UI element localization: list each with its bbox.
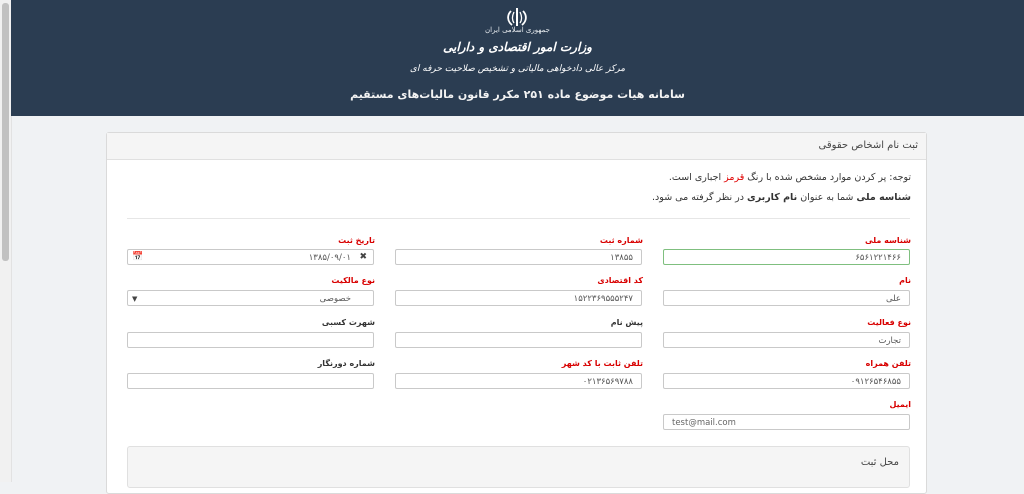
mobile-input[interactable]: ۰۹۱۲۶۵۴۶۸۵۵ — [663, 373, 910, 389]
site-header — [11, 0, 1024, 116]
activity-label: نوع فعالیت — [867, 318, 911, 327]
ownership-label: نوع مالکیت — [331, 276, 375, 285]
email-label: ایمیل — [889, 400, 911, 409]
landline-label: تلفن ثابت با کد شهر — [561, 359, 643, 368]
notice-required: توجه: پر کردن موارد مشخص شده با رنگ قرمز اجباری است. — [668, 172, 911, 183]
reg-date-label: تاریخ ثبت — [338, 236, 375, 245]
scroll-thumb[interactable] — [2, 3, 9, 261]
notice-username: شناسه ملی شما به عنوان نام کاربری در نظر گرفته می شود. — [652, 192, 911, 203]
fame-label: شهرت کسبی — [321, 318, 375, 327]
registration-panel — [106, 132, 927, 494]
prefix-input[interactable] — [395, 332, 642, 348]
caret-down-icon: ▼ — [132, 295, 138, 303]
name-input[interactable]: علی — [663, 290, 910, 306]
mobile-label: تلفن همراه — [865, 359, 911, 368]
fax-input[interactable] — [127, 373, 374, 389]
panel-title: ثبت نام اشخاص حقوقی — [818, 140, 918, 151]
fax-label: شماره دورنگار — [317, 359, 375, 368]
activity-input[interactable]: تجارت — [663, 332, 910, 348]
divider — [127, 218, 910, 219]
national-id-input[interactable]: ۶۵۶۱۲۲۱۴۶۶ — [663, 249, 910, 265]
reg-number-input[interactable]: ۱۳۸۵۵ — [395, 249, 642, 265]
prefix-label: پیش نام — [610, 318, 643, 327]
notice-red-word: قرمز — [724, 172, 745, 183]
calendar-icon[interactable]: 📅 — [132, 252, 144, 262]
logo-center-text: مرکز عالی دادخواهی مالیاتی و تشخیص صلاحیت حرفه ای — [409, 64, 626, 74]
reg-number-label: شماره ثبت — [599, 236, 643, 245]
national-id-label: شناسه ملی — [865, 236, 911, 245]
logo-ministry-text: وزارت امور اقتصادی و دارایی — [443, 40, 592, 54]
email-input[interactable]: test@mail.com — [663, 414, 910, 430]
landline-input[interactable]: ۰۲۱۳۶۵۶۹۷۸۸ — [395, 373, 642, 389]
clear-icon[interactable]: ✖ — [359, 252, 367, 262]
panel-header — [107, 133, 926, 160]
iran-emblem-icon — [504, 6, 530, 28]
logo-republic-text: جمهوری اسلامی ایران — [485, 26, 550, 34]
economic-code-label: کد اقتصادی — [597, 276, 643, 285]
ownership-select[interactable]: ▼ خصوصی — [127, 290, 374, 306]
registration-place-title: محل ثبت — [860, 457, 899, 468]
economic-code-input[interactable]: ۱۵۲۲۳۶۹۵۵۵۲۴۷ — [395, 290, 642, 306]
name-label: نام — [899, 276, 911, 285]
reg-date-input[interactable]: 📅 ✖ ۱۳۸۵/۰۹/۰۱ — [127, 249, 374, 265]
fame-input[interactable] — [127, 332, 374, 348]
system-title: سامانه هیات موضوع ماده ۲۵۱ مکرر قانون مالیات‌های مستقیم — [350, 88, 685, 101]
